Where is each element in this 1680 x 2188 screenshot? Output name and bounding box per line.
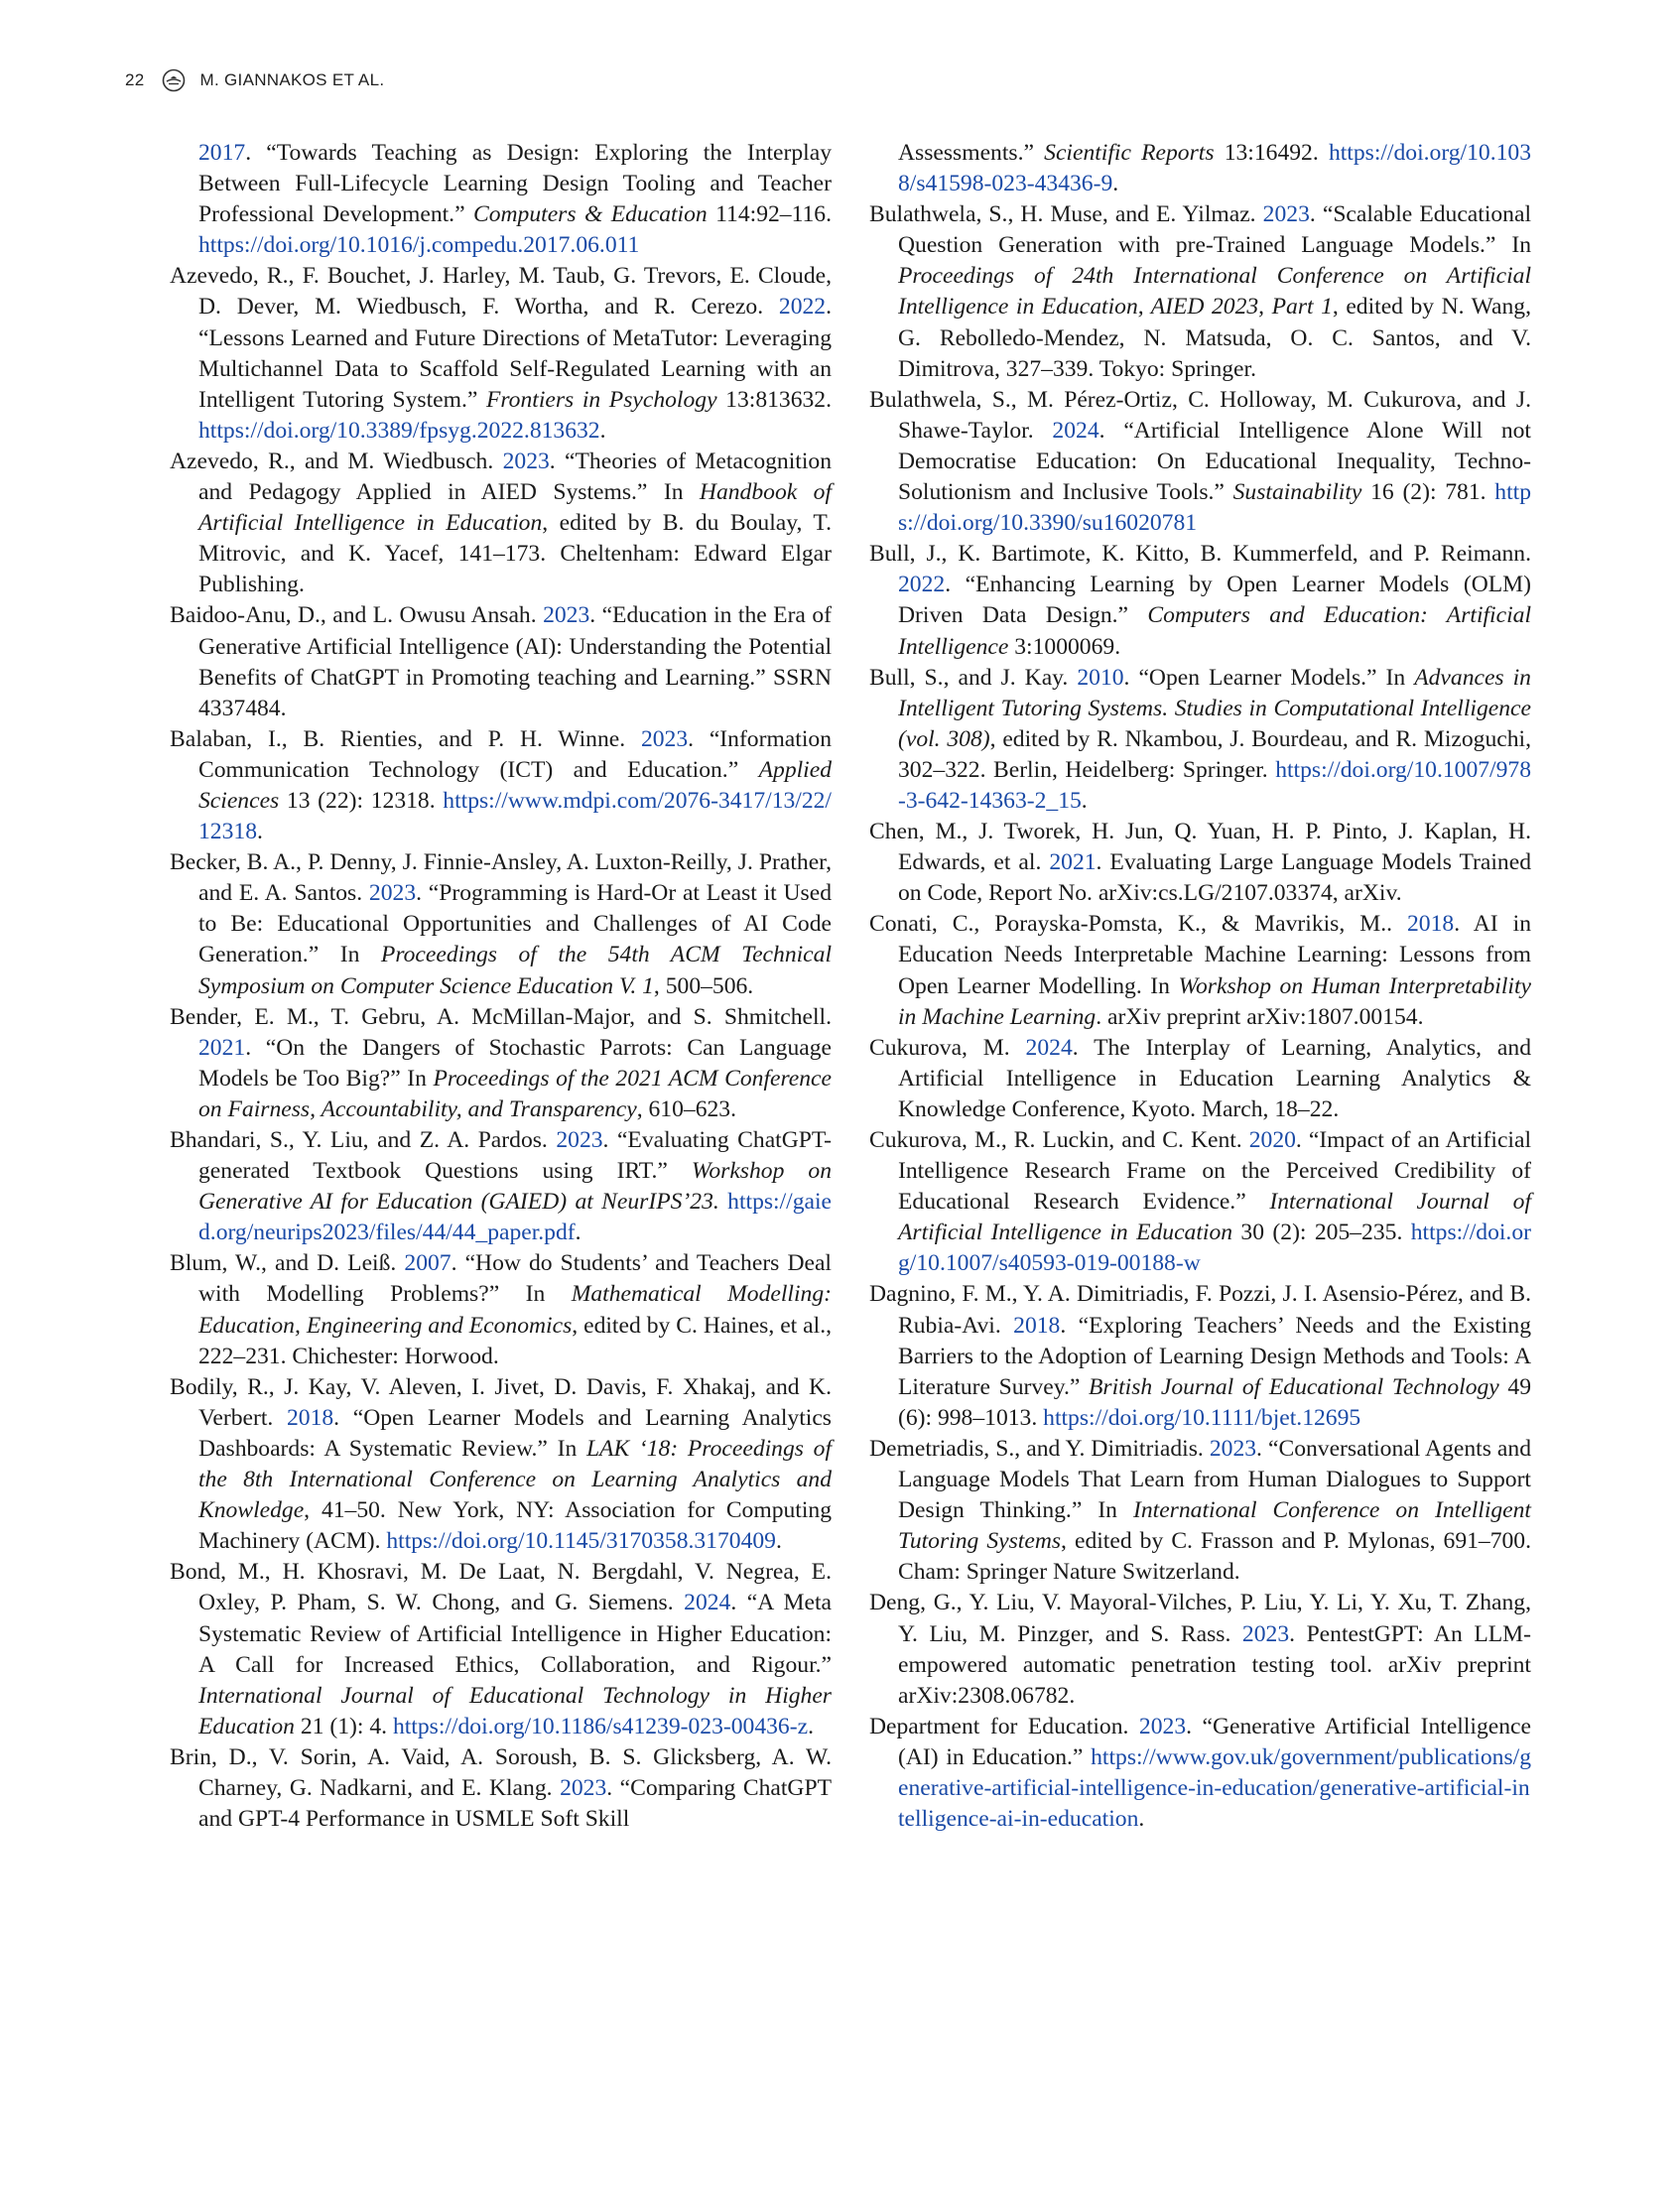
year-link[interactable]: 2023 [502,448,550,474]
publication-title: LAK ‘18: Proceedings of the 8th International Conference on Learning Analytics and Knowledge [198,1435,832,1524]
publication-title: International Journal of Artificial Intelligence in Education [898,1189,1531,1246]
reference-text: . PentestGPT: An LLM-empowered automatic penetration testing tool. arXiv preprint arXiv:2308.06782. [898,1620,1531,1709]
reference-text: Bender, E. M., T. Gebru, A. McMillan-Major, and S. Shmitchell. [170,1003,832,1030]
publication-title: British Journal of Educational Technology [1088,1373,1499,1400]
reference-entry [170,261,832,447]
publication-title: Workshop on Generative AI for Education (GAIED) at NeurIPS’23. [198,1158,832,1216]
reference-text: . Evaluating Large Language Models Trained on Code, Report No. arXiv:cs.LG/2107.03374, arXiv. [898,849,1531,907]
reference-text: Azevedo, R., F. Bouchet, J. Harley, M. Taub, G. Trevors, E. Cloude, D. Dever, M. Wiedbusch, F. Wortha, and R. Cerezo. [170,263,832,321]
reference-text: . [1112,171,1119,197]
doi-link[interactable]: https://doi.org/10.1111/bjet.12695 [1043,1404,1361,1431]
publication-title: Computers & Education [472,201,708,228]
reference-text: Bodily, R., J. Kay, V. Aleven, I. Jivet, D. Davis, F. Xhakaj, and K. Verbert. [170,1373,832,1431]
reference-text: Cukurova, M. [869,1034,1026,1061]
year-link[interactable]: 2023 [1241,1620,1290,1647]
reference-text: Azevedo, R., and M. Wiedbusch. [170,448,503,474]
reference-text: . “Enhancing Learning by Open Learner Models (OLM) Driven Data Design.” [898,572,1531,629]
reference-text: Bull, S., and J. Kay. [869,664,1078,691]
taylor-francis-logo-icon [161,67,187,93]
page-number: 22 [125,70,145,89]
reference-text: . “A Meta Systematic Review of Artificial Intelligence in Higher Education: A Call for Increased Ethics, Collaboration, and Rigour.” [198,1590,832,1678]
reference-text: . AI in Education Needs Interpretable Machine Learning: Lessons from Open Learner Modelling. In [898,911,1531,999]
doi-link[interactable]: https://www.gov.uk/government/publications/generative-artificial-intelligence-in-education/generative-artificial-intelligence-ai-in-education [898,1743,1531,1833]
publication-title: Advances in Intelligent Tutoring Systems. Studies in Computational Intelligence (vol. 308) [898,664,1531,752]
year-link[interactable]: 2023 [556,1127,603,1153]
year-link[interactable]: 2021 [198,1034,246,1061]
reference-text: 21 (1): 4. [294,1713,393,1739]
reference-text: . “Scalable Educational Question Generation with pre-Trained Language Models.” In [898,201,1531,259]
reference-text: Assessments.” [898,140,1045,166]
reference-text: . “Open Learner Models and Learning Analytics Dashboards: A Systematic Review.” In [198,1404,832,1462]
reference-text: Department for Education. [869,1713,1139,1739]
reference-text: . “Artificial Intelligence Alone Will not Democratise Education: On Educational Inequality, Techno-Solutionism and Inclusive Tools.” [898,417,1531,506]
year-link[interactable]: 2022 [898,572,946,598]
year-link[interactable]: 2021 [1049,849,1097,876]
publication-title: International Conference on Intelligent Tutoring Systems [898,1497,1531,1555]
reference-text: , edited by C. Haines, et al., 222–231. Chichester: Horwood. [198,1312,832,1369]
publication-title: Applied Sciences [198,756,832,814]
reference-entry [170,1125,832,1248]
year-link[interactable]: 2023 [368,880,417,907]
reference-text: 13 (22): 12318. [279,787,444,814]
publication-title: Proceedings of 24th International Conference on Artificial Intelligence in Education, AIED 2023, Part 1 [898,263,1531,321]
reference-text: 13:16492. [1214,140,1329,166]
year-link[interactable]: 2017 [198,140,246,166]
reference-text: . “Conversational Agents and Language Models That Learn from Human Dialogues to Support Design Thinking.” In [898,1435,1532,1524]
year-link[interactable]: 2024 [1025,1034,1073,1061]
year-link[interactable]: 2024 [684,1590,731,1616]
year-link[interactable]: 2023 [1138,1713,1187,1739]
reference-entry [869,1712,1531,1835]
reference-entry [869,909,1531,1032]
reference-text: . “Theories of Metacognition and Pedagogy Applied in AIED Systems.” In [198,448,832,506]
year-link[interactable]: 2022 [778,294,827,321]
reference-entry [170,1248,832,1371]
reference-text: . “Impact of an Artificial Intelligence Research Frame on the Perceived Credibility of Educational Research Evidence.” [898,1127,1531,1216]
year-link[interactable]: 2018 [1407,911,1455,938]
reference-text: Chen, M., J. Tworek, H. Jun, Q. Yuan, H. P. Pinto, J. Kaplan, H. Edwards, et al. [869,819,1531,876]
reference-entry [170,1002,832,1125]
reference-text: 30 (2): 205–235. [1232,1220,1411,1246]
reference-entry [869,817,1531,909]
reference-text: , 610–623. [636,1095,736,1122]
publication-title: Scientific Reports [1044,140,1215,166]
references-right-column [869,138,1531,1835]
reference-entry [170,447,832,600]
doi-link[interactable]: https://doi.org/10.1038/s41598-023-43436-9 [898,140,1531,197]
reference-text: Demetriadis, S., and Y. Dimitriadis. [869,1435,1210,1462]
year-link[interactable]: 2023 [543,602,590,629]
publication-title: International Journal of Educational Technology in Higher Education [198,1682,832,1739]
year-link[interactable]: 2023 [1262,201,1310,228]
reference-entry [869,199,1531,385]
reference-entry [170,724,832,847]
publication-title: Handbook of Artificial Intelligence in Education [198,479,832,537]
reference-text: . “Education in the Era of Generative Artificial Intelligence (AI): Understanding the Potential Benefits of ChatGPT in Promoting teaching and Learning.” SSRN 4337484. [198,602,832,721]
reference-text: Bond, M., H. Khosravi, M. De Laat, N. Bergdahl, V. Negrea, E. Oxley, P. Pham, S. W. Chong, and G. Siemens. [170,1559,832,1616]
reference-entry [869,1125,1531,1279]
reference-text: 49 (6): 998–1013. [898,1373,1531,1431]
doi-link[interactable]: https://www.mdpi.com/2076-3417/13/22/12318 [198,787,832,845]
reference-entry [170,847,832,1001]
reference-text: Balaban, I., B. Rienties, and P. H. Winne. [170,725,641,752]
running-header [125,67,384,93]
reference-text: Baidoo-Anu, D., and L. Owusu Ansah. [170,602,544,629]
year-link[interactable]: 2018 [286,1404,334,1431]
reference-text: . [775,1528,782,1555]
publication-title: Proceedings of the 54th ACM Technical Symposium on Computer Science Education V. 1 [198,942,832,999]
doi-link[interactable]: https://doi.org/10.1016/j.compedu.2017.06.011 [198,232,640,259]
reference-text: Cukurova, M., R. Luckin, and C. Kent. [869,1127,1249,1153]
reference-text: , edited by R. Nkambou, J. Bourdeau, and R. Mizoguchi, 302–322. Berlin, Heidelberg: Springer. [898,725,1531,783]
reference-text: . [1138,1806,1145,1833]
reference-text [719,1189,727,1215]
reference-entry [170,1372,832,1558]
reference-entry [869,138,1531,199]
doi-link[interactable]: https://doi.org/10.1007/978-3-642-14363-2_15 [898,756,1531,814]
reference-entry [170,1557,832,1742]
running-head-authors: M. GIANNAKOS ET AL. [199,70,385,89]
reference-entry [170,1742,832,1835]
reference-text: Bulathwela, S., H. Muse, and E. Yilmaz. [869,201,1263,228]
doi-link[interactable]: https://doi.org/10.1145/3170358.3170409 [386,1528,776,1555]
reference-text: . [599,417,606,444]
reference-entry [869,1033,1531,1125]
reference-entry [869,663,1531,817]
doi-link[interactable]: https://doi.org/10.1007/s40593-019-00188-w [898,1220,1531,1277]
year-link[interactable]: 2020 [1248,1127,1296,1153]
reference-text: Brin, D., V. Sorin, A. Vaid, A. Soroush, B. S. Glicksberg, A. W. Charney, G. Nadkarni, and E. Klang. [170,1743,832,1801]
reference-entry [869,539,1531,662]
reference-text: . “Towards Teaching as Design: Exploring the Interplay Between Full-Lifecycle Learning Design Tooling and Teacher Professional Development.” [198,140,832,228]
reference-text: . “Open Learner Models.” In [1123,664,1415,691]
publication-title: Mathematical Modelling: Education, Engineering and Economics [198,1281,832,1339]
reference-text: 13:813632. [716,386,833,413]
reference-text: Bulathwela, S., M. Pérez-Ortiz, C. Holloway, M. Cukurova, and J. Shawe-Taylor. [869,386,1531,444]
year-link[interactable]: 2007 [404,1250,452,1277]
doi-link[interactable]: https://gaied.org/neurips2023/files/44/44_paper.pdf [198,1189,833,1246]
reference-entry [869,1588,1531,1711]
reference-text: , 500–506. [653,972,754,999]
reference-text: . [1081,787,1088,814]
reference-text: . “Evaluating ChatGPT-generated Textbook Questions using IRT.” [198,1127,832,1185]
reference-entry [869,1279,1531,1433]
doi-link[interactable]: https://doi.org/10.1186/s41239-023-00436-z [392,1713,809,1739]
reference-text: 3:1000069. [1008,633,1121,660]
year-link[interactable]: 2010 [1077,664,1124,691]
publication-title: Proceedings of the 2021 ACM Conference on Fairness, Accountability, and Transparency [198,1065,832,1122]
reference-text: . [808,1713,814,1739]
reference-text: . “How do Students’ and Teachers Deal with Modelling Problems?” In [198,1250,832,1308]
reference-text: 114:92–116. [707,201,832,228]
publication-title: Computers and Education: Artificial Intelligence [898,602,1531,660]
reference-text: . [575,1220,582,1246]
reference-text: , edited by N. Wang, G. Rebolledo-Mendez, N. Matsuda, O. C. Santos, and V. Dimitrova, 327–339. Tokyo: Springer. [898,294,1531,382]
reference-text: . The Interplay of Learning, Analytics, and Artificial Intelligence in Education Learning Analytics & Knowledge Conference, Kyoto. March, 18–22. [898,1034,1531,1122]
reference-text: . “Generative Artificial Intelligence (AI) in Education.” [898,1713,1531,1770]
year-link[interactable]: 2023 [1209,1435,1257,1462]
reference-text: . “Information Communication Technology (ICT) and Education.” [198,725,832,783]
reference-text: . “Lessons Learned and Future Directions of MetaTutor: Leveraging Multichannel Data to Scaffold Self-Regulated Learning with an Intelligent Tutoring System.” [198,294,832,413]
reference-entry [869,1434,1531,1588]
publication-title: Frontiers in Psychology [485,386,717,413]
reference-text: Bull, J., K. Bartimote, K. Kitto, B. Kummerfeld, and P. Reimann. [869,541,1531,568]
reference-text: Conati, C., Porayska-Pomsta, K., & Mavrikis, M.. [869,911,1407,938]
references-left-column [170,138,832,1835]
reference-entry [170,138,832,261]
reference-text: Deng, G., Y. Liu, V. Mayoral-Vilches, P. Liu, Y. Li, Y. Xu, T. Zhang, Y. Liu, M. Pinzger, and S. Rass. [869,1590,1531,1647]
doi-link[interactable]: https://doi.org/10.3390/su16020781 [898,479,1531,537]
reference-text: . “Exploring Teachers’ Needs and the Existing Barriers to the Adoption of Learning Design Methods and Tools: A Literature Survey.” [898,1312,1531,1400]
reference-text: . arXiv preprint arXiv:1807.00154. [1096,1003,1424,1030]
reference-text: , edited by B. du Boulay, T. Mitrovic, and K. Yacef, 141–173. Cheltenham: Edward Elgar Publishing. [198,510,832,598]
reference-text: . [256,819,263,845]
reference-text: 16 (2): 781. [1361,479,1495,506]
reference-text: Becker, B. A., P. Denny, J. Finnie-Ansley, A. Luxton-Reilly, J. Prather, and E. A. Santos. [170,849,832,907]
year-link[interactable]: 2018 [1013,1312,1061,1339]
year-link[interactable]: 2023 [640,725,689,752]
reference-text: . “Programming is Hard-Or at Least it Used to Be: Educational Opportunities and Challenges of AI Code Generation.” In [198,880,832,968]
reference-entry [170,600,832,723]
reference-text: . “Comparing ChatGPT and GPT-4 Performance in USMLE Soft Skill [198,1774,832,1833]
year-link[interactable]: 2024 [1052,417,1099,444]
reference-text: , 41–50. New York, NY: Association for Computing Machinery (ACM). [198,1497,832,1555]
reference-text: Bhandari, S., Y. Liu, and Z. A. Pardos. [170,1127,557,1153]
publication-title: Sustainability [1232,479,1362,506]
publication-title: Workshop on Human Interpretability in Machine Learning [898,972,1531,1030]
reference-text: , edited by C. Frasson and P. Mylonas, 691–700. Cham: Springer Nature Switzerland. [898,1528,1531,1586]
reference-text: . “On the Dangers of Stochastic Parrots: Can Language Models be Too Big?” In [198,1034,832,1092]
reference-text: Blum, W., and D. Leiß. [170,1250,405,1277]
reference-entry [869,385,1531,539]
year-link[interactable]: 2023 [560,1774,607,1801]
doi-link[interactable]: https://doi.org/10.3389/fpsyg.2022.813632 [198,417,600,444]
reference-text: Dagnino, F. M., Y. A. Dimitriadis, F. Pozzi, J. I. Asensio-Pérez, and B. Rubia-Avi. [869,1281,1531,1339]
